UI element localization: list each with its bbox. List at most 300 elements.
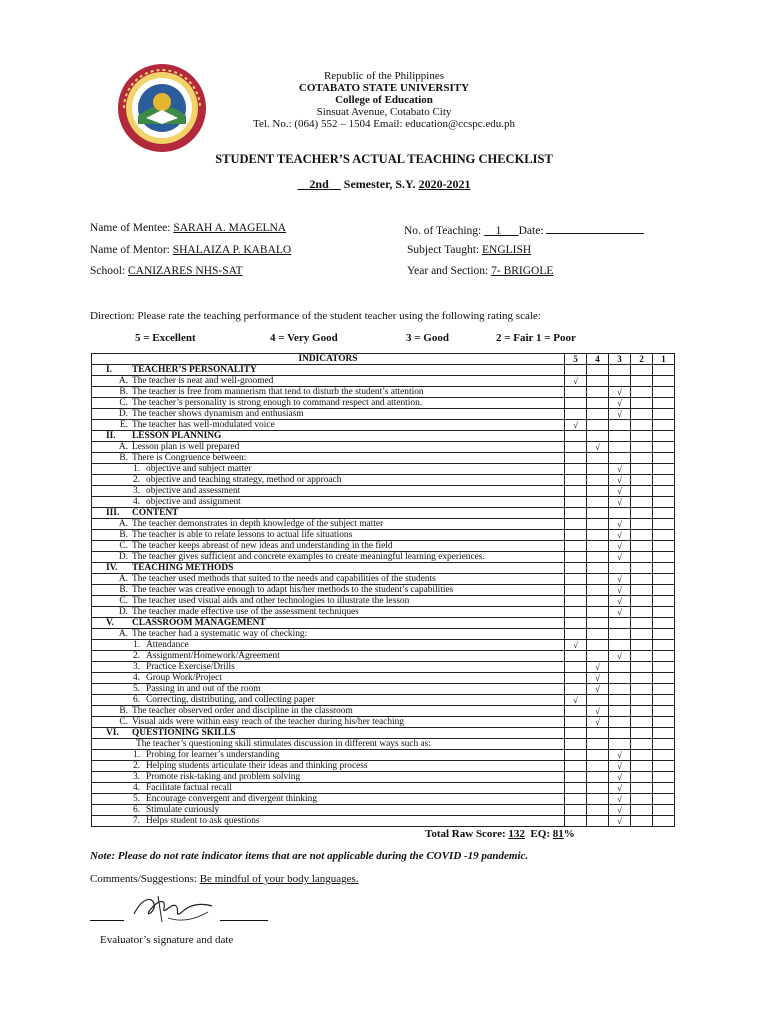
rating-cell-5 [565, 794, 587, 805]
check-mark: √ [617, 607, 622, 617]
rating-cell-4 [587, 618, 609, 629]
rating-cell-1 [653, 684, 675, 695]
mentor-value: SHALAIZA P. KABALO [172, 244, 292, 256]
rating-cell-3 [609, 750, 631, 761]
rating-cell-4 [587, 453, 609, 464]
rating-col-4: 4 [587, 354, 609, 365]
rating-cell-3 [609, 508, 631, 519]
section-row [92, 431, 675, 442]
indicator-cell [92, 376, 565, 387]
rating-cell-5 [565, 420, 587, 431]
rating-cell-2 [631, 596, 653, 607]
rating-cell-4 [587, 464, 609, 475]
rating-cell-5 [565, 508, 587, 519]
rating-cell-5 [565, 750, 587, 761]
item-text: The teacher made effective use of the assessment techniques [132, 607, 359, 617]
rating-cell-1 [653, 640, 675, 651]
rating-cell-4 [587, 640, 609, 651]
rating-cell-3 [609, 442, 631, 453]
total-label: Total Raw Score: [425, 828, 506, 840]
rating-cell-2 [631, 563, 653, 574]
rating-cell-5 [565, 629, 587, 640]
rating-cell-4 [587, 717, 609, 728]
rating-cell-3 [609, 563, 631, 574]
rating-cell-3 [609, 695, 631, 706]
indicator-cell [92, 464, 565, 475]
rating-cell-4 [587, 673, 609, 684]
comments-label: Comments/Suggestions: [90, 873, 197, 885]
check-mark: √ [617, 805, 622, 815]
section-value: 7- BRIGOLE [491, 265, 554, 277]
rating-cell-1 [653, 717, 675, 728]
subitem-text: Attendance [146, 640, 189, 650]
section-title: LESSON PLANNING [132, 431, 222, 441]
rating-cell-4 [587, 519, 609, 530]
semester-value-text: 2nd [309, 177, 329, 191]
rating-cell-5 [565, 783, 587, 794]
rating-cell-4 [587, 816, 609, 827]
item-text: The teacher used visual aids and other technologies to illustrate the lesson [132, 596, 410, 606]
rating-cell-4 [587, 541, 609, 552]
rating-cell-3 [609, 816, 631, 827]
semester-line [0, 177, 768, 192]
rating-cell-3 [609, 365, 631, 376]
scale-excellent: 5 = Excellent [135, 332, 196, 344]
indicator-cell [92, 387, 565, 398]
item-letter: B. [119, 453, 128, 463]
indicator-cell [92, 618, 565, 629]
rating-cell-2 [631, 398, 653, 409]
direction-text: Direction: Please rate the teaching performance of the student teacher using the following rating scale: [90, 310, 541, 322]
rating-cell-2 [631, 420, 653, 431]
rating-cell-2 [631, 816, 653, 827]
rating-cell-4 [587, 739, 609, 750]
check-mark: √ [617, 541, 622, 551]
indicator-row [92, 519, 675, 530]
rating-table [91, 353, 675, 827]
subitem-text: Practice Exercise/Drills [146, 662, 235, 672]
check-mark: √ [573, 420, 578, 430]
item-text: There is Congruence between: [132, 453, 247, 463]
indicator-cell [92, 585, 565, 596]
rating-cell-4 [587, 695, 609, 706]
scale-good: 3 = Good [406, 332, 449, 344]
rating-cell-1 [653, 695, 675, 706]
rating-cell-3 [609, 431, 631, 442]
rating-cell-5 [565, 453, 587, 464]
mentor-field [90, 244, 291, 256]
university-name: COTABATO STATE UNIVERSITY [298, 82, 470, 94]
rating-cell-5 [565, 761, 587, 772]
rating-cell-3 [609, 596, 631, 607]
rating-cell-3 [609, 387, 631, 398]
indicator-cell [92, 453, 565, 464]
rating-cell-5 [565, 695, 587, 706]
indicator-cell [92, 728, 565, 739]
indicator-cell [92, 420, 565, 431]
eq-label: EQ: [530, 828, 550, 840]
date-blank [546, 222, 644, 234]
item-text: The teacher’s personality is strong enough to command respect and attention. [132, 398, 423, 408]
rating-cell-4 [587, 442, 609, 453]
rating-cell-1 [653, 750, 675, 761]
rating-cell-5 [565, 475, 587, 486]
eq-percent: % [563, 828, 575, 840]
rating-cell-3 [609, 607, 631, 618]
indicator-cell [92, 662, 565, 673]
college-name: College of Education [335, 94, 433, 106]
rating-cell-5 [565, 651, 587, 662]
rating-cell-3 [609, 662, 631, 673]
item-letter: D. [118, 552, 128, 562]
subitem-number: 2. [132, 651, 140, 661]
subitem-text: Encourage convergent and divergent thinking [146, 794, 317, 804]
rating-cell-1 [653, 519, 675, 530]
rating-cell-1 [653, 761, 675, 772]
rating-cell-3 [609, 706, 631, 717]
rating-cell-3 [609, 684, 631, 695]
rating-cell-2 [631, 662, 653, 673]
rating-col-1: 1 [653, 354, 675, 365]
rating-cell-1 [653, 508, 675, 519]
teaching-date-field [404, 222, 644, 237]
indicator-cell [92, 651, 565, 662]
rating-cell-2 [631, 750, 653, 761]
rating-cell-1 [653, 585, 675, 596]
mentee-field [90, 222, 286, 234]
rating-cell-5 [565, 519, 587, 530]
rating-cell-4 [587, 750, 609, 761]
indicator-cell [92, 442, 565, 453]
rating-cell-1 [653, 706, 675, 717]
indicator-row [92, 475, 675, 486]
rating-cell-1 [653, 805, 675, 816]
rating-cell-2 [631, 409, 653, 420]
section-title: TEACHER’S PERSONALITY [132, 365, 257, 375]
table-header-row [92, 354, 675, 365]
subitem-text: Helps student to ask questions [146, 816, 260, 826]
check-mark: √ [617, 464, 622, 474]
subitem-text: Passing in and out of the room [146, 684, 261, 694]
rating-cell-3 [609, 497, 631, 508]
indicator-row [92, 673, 675, 684]
section-number: VI. [106, 728, 119, 738]
subitem-number: 5. [132, 794, 140, 804]
subitem-number: 4. [132, 497, 140, 507]
rating-cell-2 [631, 673, 653, 684]
subitem-number: 3. [132, 486, 140, 496]
item-text: The teacher is free from mannerism that tend to disturb the student’s attention [132, 387, 424, 397]
check-mark: √ [617, 552, 622, 562]
indicator-row [92, 442, 675, 453]
rating-cell-5 [565, 574, 587, 585]
rating-cell-2 [631, 497, 653, 508]
rating-cell-3 [609, 486, 631, 497]
indicator-row [92, 805, 675, 816]
rating-cell-1 [653, 409, 675, 420]
rating-cell-2 [631, 387, 653, 398]
indicator-cell [92, 816, 565, 827]
check-mark: √ [617, 596, 622, 606]
rating-cell-1 [653, 772, 675, 783]
subitem-text: objective and assessment [146, 486, 241, 496]
indicator-row [92, 662, 675, 673]
rating-cell-1 [653, 673, 675, 684]
section-label: Year and Section: [407, 265, 489, 277]
subitem-number: 7. [132, 816, 140, 826]
indicator-row [92, 574, 675, 585]
indicator-cell [92, 552, 565, 563]
indicator-row [92, 684, 675, 695]
item-text: The teacher was creative enough to adapt his/her methods to the student’s capabilities [132, 585, 454, 595]
rating-cell-4 [587, 585, 609, 596]
rating-cell-4 [587, 684, 609, 695]
rating-cell-5 [565, 365, 587, 376]
university-seal-icon [116, 62, 208, 154]
section-number: IV. [106, 563, 118, 573]
indicator-cell [92, 717, 565, 728]
rating-cell-5 [565, 706, 587, 717]
rating-col-5: 5 [565, 354, 587, 365]
rating-cell-2 [631, 651, 653, 662]
rating-cell-3 [609, 398, 631, 409]
indicator-cell [92, 486, 565, 497]
indicator-cell [92, 684, 565, 695]
subitem-number: 1. [132, 464, 140, 474]
rating-cell-2 [631, 431, 653, 442]
check-mark: √ [573, 376, 578, 386]
rating-cell-5 [565, 684, 587, 695]
item-text: The teacher observed order and discipline in the classroom [132, 706, 353, 716]
indicator-row [92, 376, 675, 387]
rating-cell-5 [565, 541, 587, 552]
indicator-cell [92, 739, 565, 750]
rating-cell-3 [609, 409, 631, 420]
rating-cell-1 [653, 486, 675, 497]
subitem-number: 1. [132, 750, 140, 760]
check-mark: √ [573, 695, 578, 705]
check-mark: √ [617, 398, 622, 408]
rating-cell-3 [609, 475, 631, 486]
subitem-number: 4. [132, 783, 140, 793]
indicator-row [92, 629, 675, 640]
rating-cell-5 [565, 816, 587, 827]
indicator-row [92, 409, 675, 420]
item-text: The teacher is neat and well-groomed [132, 376, 274, 386]
rating-cell-1 [653, 365, 675, 376]
rating-cell-4 [587, 530, 609, 541]
rating-cell-1 [653, 728, 675, 739]
indicator-cell [92, 519, 565, 530]
rating-cell-1 [653, 475, 675, 486]
subject-field [407, 244, 531, 256]
rating-cell-1 [653, 662, 675, 673]
rating-col-3: 3 [609, 354, 631, 365]
item-text: Visual aids were within easy reach of the teacher during his/her teaching [132, 717, 404, 727]
section-row [92, 365, 675, 376]
rating-cell-2 [631, 453, 653, 464]
rating-cell-4 [587, 409, 609, 420]
check-mark: √ [595, 442, 600, 452]
rating-cell-2 [631, 640, 653, 651]
check-mark: √ [617, 816, 622, 826]
total-score [425, 828, 575, 840]
section-row [92, 618, 675, 629]
rating-cell-5 [565, 464, 587, 475]
rating-cell-3 [609, 739, 631, 750]
section-row [92, 563, 675, 574]
rating-cell-1 [653, 629, 675, 640]
comments-value: Be mindful of your body languages. [199, 873, 359, 885]
item-letter: B. [119, 387, 128, 397]
item-letter: C. [119, 541, 128, 551]
rating-cell-3 [609, 673, 631, 684]
signature-line-right [220, 920, 268, 921]
subitem-number: 2. [132, 761, 140, 771]
rating-cell-2 [631, 629, 653, 640]
rating-cell-3 [609, 629, 631, 640]
rating-cell-4 [587, 596, 609, 607]
indicator-row [92, 464, 675, 475]
subitem-text: Probing for learner’s understanding [146, 750, 280, 760]
rating-cell-3 [609, 464, 631, 475]
indicator-row [92, 783, 675, 794]
rating-cell-2 [631, 585, 653, 596]
rating-cell-3 [609, 585, 631, 596]
rating-cell-4 [587, 376, 609, 387]
rating-cell-3 [609, 519, 631, 530]
indicator-row [92, 530, 675, 541]
indicator-cell [92, 596, 565, 607]
item-letter: A. [118, 574, 128, 584]
rating-cell-2 [631, 783, 653, 794]
indicator-cell [92, 805, 565, 816]
indicator-cell [92, 750, 565, 761]
rating-col-2: 2 [631, 354, 653, 365]
date-label: Date: [518, 225, 544, 237]
indicator-cell [92, 431, 565, 442]
total-value: 132 [508, 828, 525, 840]
teaching-label: No. of Teaching: [404, 225, 482, 237]
rating-cell-2 [631, 761, 653, 772]
rating-cell-2 [631, 706, 653, 717]
item-letter: D. [118, 607, 128, 617]
rating-cell-2 [631, 794, 653, 805]
item-text: The teacher keeps abreast of new ideas and understanding in the field [132, 541, 393, 551]
rating-cell-2 [631, 574, 653, 585]
item-letter: C. [119, 596, 128, 606]
rating-cell-4 [587, 365, 609, 376]
check-mark: √ [617, 497, 622, 507]
subitem-text: Promote risk-taking and problem solving [146, 772, 301, 782]
rating-cell-2 [631, 442, 653, 453]
rating-cell-1 [653, 442, 675, 453]
indicator-row [92, 387, 675, 398]
rating-cell-4 [587, 772, 609, 783]
subitem-number: 3. [132, 662, 140, 672]
comments-field [90, 873, 359, 885]
rating-cell-2 [631, 376, 653, 387]
rating-cell-5 [565, 563, 587, 574]
subitem-text: Facilitate factual recall [146, 783, 232, 793]
item-text: The teacher used methods that suited to the needs and capabilities of the students [132, 574, 436, 584]
rating-cell-4 [587, 563, 609, 574]
indicator-cell [92, 365, 565, 376]
subitem-number: 5. [132, 684, 140, 694]
subitem-text: objective and assignment [146, 497, 241, 507]
rating-cell-2 [631, 365, 653, 376]
eq-value: 81 [552, 828, 564, 840]
rating-cell-4 [587, 728, 609, 739]
section-row [92, 728, 675, 739]
rating-cell-1 [653, 607, 675, 618]
indicator-row [92, 541, 675, 552]
section-title: CONTENT [132, 508, 179, 518]
item-text: The teacher had a systematic way of checking: [132, 629, 308, 639]
rating-cell-5 [565, 398, 587, 409]
rating-cell-4 [587, 706, 609, 717]
rating-cell-2 [631, 541, 653, 552]
teaching-number: 1 [495, 225, 502, 237]
rating-cell-2 [631, 552, 653, 563]
item-letter: A. [118, 376, 128, 386]
check-mark: √ [617, 585, 622, 595]
rating-cell-3 [609, 772, 631, 783]
rating-cell-2 [631, 684, 653, 695]
republic-line: Republic of the Philippines [323, 70, 445, 82]
indicator-row [92, 794, 675, 805]
indicator-cell [92, 574, 565, 585]
address-line: Sinsuat Avenue, Cotabato City [316, 106, 452, 118]
section-note: The teacher’s questioning skill stimulates discussion in different ways such as: [136, 739, 431, 749]
teaching-value [484, 225, 519, 237]
school-label: School: [90, 265, 126, 277]
indicator-cell [92, 794, 565, 805]
check-mark: √ [617, 651, 622, 661]
rating-cell-5 [565, 596, 587, 607]
item-text: The teacher has well-modulated voice [132, 420, 275, 430]
rating-cell-2 [631, 508, 653, 519]
indicator-row [92, 772, 675, 783]
subitem-text: Group Work/Project [146, 673, 222, 683]
indicator-row [92, 750, 675, 761]
check-mark: √ [617, 761, 622, 771]
indicator-row [92, 816, 675, 827]
subitem-text: objective and teaching strategy, method or approach [146, 475, 342, 485]
rating-cell-2 [631, 695, 653, 706]
rating-cell-2 [631, 618, 653, 629]
rating-cell-4 [587, 805, 609, 816]
indicator-row [92, 695, 675, 706]
rating-cell-1 [653, 794, 675, 805]
rating-cell-1 [653, 739, 675, 750]
check-mark: √ [617, 387, 622, 397]
rating-cell-4 [587, 651, 609, 662]
indicator-cell [92, 761, 565, 772]
scale-very-good: 4 = Very Good [270, 332, 338, 344]
indicator-cell [92, 497, 565, 508]
indicator-cell [92, 673, 565, 684]
item-letter: E. [119, 420, 128, 430]
rating-cell-3 [609, 728, 631, 739]
section-field [407, 265, 553, 277]
check-mark: √ [595, 684, 600, 694]
rating-cell-4 [587, 398, 609, 409]
subitem-number: 1. [132, 640, 140, 650]
rating-cell-3 [609, 794, 631, 805]
indicator-row [92, 552, 675, 563]
subitem-text: Assignment/Homework/Agreement [146, 651, 280, 661]
